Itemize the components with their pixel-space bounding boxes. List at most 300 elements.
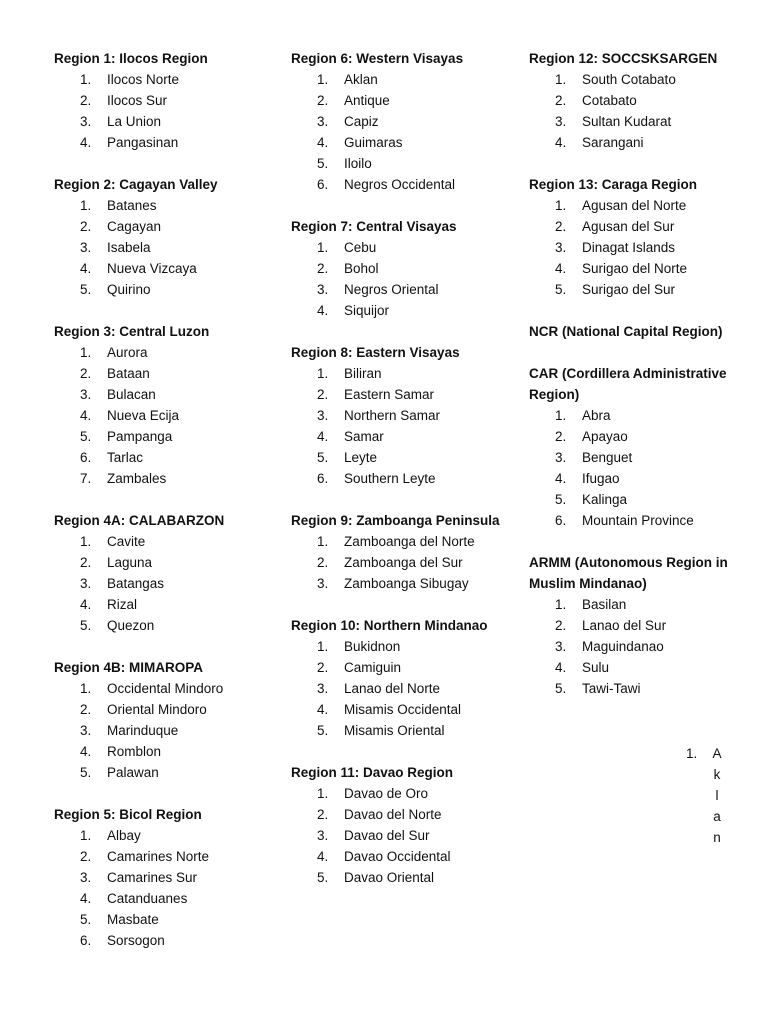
province-item [54, 552, 284, 573]
list-number: 5. [555, 492, 567, 507]
province-name: Davao del Norte [344, 807, 442, 822]
province-item [291, 825, 521, 846]
list-number: 2. [80, 219, 92, 234]
list-number: 3. [80, 387, 92, 402]
list-number: 4. [555, 135, 567, 150]
province-name: Tarlac [107, 450, 144, 465]
province-name: Marinduque [107, 723, 179, 738]
region-block [529, 48, 759, 153]
province-item [529, 216, 759, 237]
region-block [54, 321, 284, 489]
list-number: 2. [80, 555, 92, 570]
region-title: Region 4A: CALABARZON [54, 513, 225, 528]
province-name: Leyte [344, 450, 378, 465]
province-name: Samar [344, 429, 384, 444]
province-item [529, 678, 759, 699]
region-title: Region 3: Central Luzon [54, 324, 210, 339]
province-name: Sarangani [582, 135, 644, 150]
province-item [54, 342, 284, 363]
province-list [54, 825, 284, 951]
province-item [291, 867, 521, 888]
province-name: Southern Leyte [344, 471, 436, 486]
province-item [54, 846, 284, 867]
list-number: 4. [80, 597, 92, 612]
province-item [291, 804, 521, 825]
region-block [291, 762, 521, 888]
region-title: Region 2: Cagayan Valley [54, 177, 218, 192]
region-block [291, 48, 521, 195]
province-item [291, 384, 521, 405]
list-number: 3. [317, 282, 329, 297]
region-title: Region 10: Northern Mindanao [291, 618, 488, 633]
province-name: Ifugao [582, 471, 620, 486]
list-number: 4. [80, 135, 92, 150]
province-name: Apayao [582, 429, 628, 444]
province-name: Ilocos Norte [107, 72, 180, 87]
province-item [291, 90, 521, 111]
province-name: Camarines Norte [107, 849, 210, 864]
region-block [529, 552, 759, 699]
province-item [529, 657, 759, 678]
province-name: Mountain Province [582, 513, 694, 528]
province-name: Nueva Vizcaya [107, 261, 197, 276]
province-item [54, 468, 284, 489]
list-number: 4. [80, 261, 92, 276]
province-list [291, 636, 521, 741]
province-name: Eastern Samar [344, 387, 435, 402]
province-name: Agusan del Sur [582, 219, 675, 234]
province-name: Biliran [344, 366, 382, 381]
province-name: Aklan [344, 72, 378, 87]
province-item [54, 279, 284, 300]
province-item [291, 720, 521, 741]
province-item [291, 363, 521, 384]
province-list [529, 195, 759, 300]
region-title: Region 7: Central Visayas [291, 219, 457, 234]
province-name: Rizal [107, 597, 138, 612]
list-number: 5. [80, 912, 92, 927]
province-name: Zamboanga del Norte [344, 534, 475, 549]
province-name: Zamboanga Sibugay [344, 576, 469, 591]
province-name: Camarines Sur [107, 870, 198, 885]
province-name: Nueva Ecija [107, 408, 180, 423]
list-number: 3. [317, 114, 329, 129]
province-name: South Cotabato [582, 72, 676, 87]
province-name: Agusan del Norte [582, 198, 687, 213]
province-item [54, 237, 284, 258]
list-number: 5. [80, 282, 92, 297]
province-item [291, 531, 521, 552]
region-block [529, 321, 759, 342]
province-item [529, 447, 759, 468]
list-number: 4. [317, 135, 329, 150]
list-number: 1. [555, 72, 567, 87]
stray-entry-vertical-text [712, 743, 722, 848]
list-number: 6. [555, 513, 567, 528]
province-name: Lanao del Norte [344, 681, 441, 696]
list-number: 2. [317, 807, 329, 822]
region-block [291, 510, 521, 594]
province-list [291, 237, 521, 321]
province-name: Quezon [107, 618, 155, 633]
region-block [529, 363, 759, 531]
list-number: 2. [555, 93, 567, 108]
province-item [54, 69, 284, 90]
province-item [291, 132, 521, 153]
list-number: 5. [80, 618, 92, 633]
province-name: Davao Occidental [344, 849, 451, 864]
province-name: Kalinga [582, 492, 628, 507]
province-item [529, 258, 759, 279]
list-number: 3. [80, 723, 92, 738]
list-number: 3. [80, 114, 92, 129]
province-name: Basilan [582, 597, 627, 612]
list-number: 5. [317, 723, 329, 738]
province-name: Sultan Kudarat [582, 114, 672, 129]
list-number: 1. [80, 828, 92, 843]
list-number: 2. [80, 702, 92, 717]
list-number: 2. [317, 555, 329, 570]
province-item [54, 678, 284, 699]
province-name: Bulacan [107, 387, 156, 402]
province-name: Capiz [344, 114, 379, 129]
list-number: 1. [80, 345, 92, 360]
list-number: 4. [80, 408, 92, 423]
region-title: Region 4B: MIMAROPA [54, 660, 203, 675]
province-item [291, 405, 521, 426]
region-block [291, 615, 521, 741]
province-item [54, 888, 284, 909]
province-name: Batangas [107, 576, 165, 591]
province-list [54, 69, 284, 153]
province-name: Batanes [107, 198, 157, 213]
province-item [529, 195, 759, 216]
region-title: NCR (National Capital Region) [529, 324, 723, 339]
list-number: 1. [317, 366, 329, 381]
list-number: 5. [317, 450, 329, 465]
list-number: 2. [80, 849, 92, 864]
province-item [529, 405, 759, 426]
region-title: CAR (Cordillera Administrative Region) [529, 366, 727, 402]
province-list [291, 531, 521, 594]
list-number: 2. [80, 93, 92, 108]
province-item [291, 69, 521, 90]
province-item [529, 69, 759, 90]
province-name: Tawi-Tawi [582, 681, 641, 696]
list-number: 1. [317, 240, 329, 255]
province-name: Cavite [107, 534, 146, 549]
region-title: Region 8: Eastern Visayas [291, 345, 460, 360]
province-item [291, 279, 521, 300]
province-item [291, 237, 521, 258]
list-number: 4. [555, 261, 567, 276]
column-2 [291, 48, 521, 909]
province-item [54, 720, 284, 741]
province-name: Davao de Oro [344, 786, 429, 801]
province-list [54, 531, 284, 636]
province-name: Ilocos Sur [107, 93, 168, 108]
list-number: 2. [317, 387, 329, 402]
province-name: Davao Oriental [344, 870, 435, 885]
province-name: Davao del Sur [344, 828, 430, 843]
list-number: 1. [555, 597, 567, 612]
province-name: Palawan [107, 765, 159, 780]
region-title: ARMM (Autonomous Region in Muslim Mindanao) [529, 555, 728, 591]
stray-letter: a [713, 809, 721, 824]
list-number: 3. [317, 408, 329, 423]
province-name: Northern Samar [344, 408, 441, 423]
list-number: 1. [80, 198, 92, 213]
province-item [529, 510, 759, 531]
province-item [54, 741, 284, 762]
list-number: 6. [317, 177, 329, 192]
province-item [54, 930, 284, 951]
region-block [54, 174, 284, 300]
stray-letter: l [715, 788, 719, 803]
province-item [291, 573, 521, 594]
province-item [54, 531, 284, 552]
province-item [54, 594, 284, 615]
stray-entry-number: 1. [686, 746, 698, 761]
list-number: 5. [317, 156, 329, 171]
list-number: 6. [80, 933, 92, 948]
province-item [54, 573, 284, 594]
list-number: 4. [317, 303, 329, 318]
region-block [54, 48, 284, 153]
list-number: 5. [555, 282, 567, 297]
province-name: Lanao del Sur [582, 618, 667, 633]
province-item [529, 636, 759, 657]
province-item [291, 258, 521, 279]
province-name: Isabela [107, 240, 151, 255]
region-block [529, 174, 759, 300]
province-item [291, 111, 521, 132]
province-name: Bukidnon [344, 639, 401, 654]
list-number: 1. [80, 534, 92, 549]
column-1 [54, 48, 284, 972]
column-3 [529, 48, 759, 720]
list-number: 3. [555, 240, 567, 255]
list-number: 1. [317, 639, 329, 654]
province-name: Antique [344, 93, 390, 108]
list-number: 4. [80, 744, 92, 759]
list-number: 2. [317, 261, 329, 276]
list-number: 3. [555, 639, 567, 654]
list-number: 1. [555, 198, 567, 213]
province-item [291, 678, 521, 699]
list-number: 1. [555, 408, 567, 423]
province-item [291, 468, 521, 489]
province-name: Misamis Occidental [344, 702, 462, 717]
province-item [291, 174, 521, 195]
list-number: 3. [555, 114, 567, 129]
province-name: Siquijor [344, 303, 390, 318]
province-list [54, 678, 284, 783]
province-item [54, 111, 284, 132]
list-number: 7. [80, 471, 92, 486]
province-item [291, 783, 521, 804]
province-list [291, 69, 521, 195]
province-name: Bataan [107, 366, 150, 381]
province-item [54, 132, 284, 153]
region-block [291, 342, 521, 489]
province-list [529, 405, 759, 531]
province-name: La Union [107, 114, 162, 129]
list-number: 4. [317, 429, 329, 444]
region-title: Region 9: Zamboanga Peninsula [291, 513, 500, 528]
province-list [529, 69, 759, 153]
province-name: Albay [107, 828, 141, 843]
province-name: Misamis Oriental [344, 723, 445, 738]
province-list [529, 594, 759, 699]
province-name: Sulu [582, 660, 610, 675]
province-name: Catanduanes [107, 891, 188, 906]
province-item [529, 237, 759, 258]
region-title: Region 6: Western Visayas [291, 51, 464, 66]
province-name: Bohol [344, 261, 379, 276]
province-item [54, 615, 284, 636]
province-item [529, 132, 759, 153]
list-number: 3. [80, 240, 92, 255]
region-title: Region 12: SOCCSKSARGEN [529, 51, 718, 66]
province-item [54, 867, 284, 888]
province-item [54, 384, 284, 405]
province-item [291, 300, 521, 321]
region-block [54, 804, 284, 951]
region-block [54, 510, 284, 636]
list-number: 1. [317, 534, 329, 549]
province-item [54, 216, 284, 237]
list-number: 3. [317, 576, 329, 591]
province-name: Benguet [582, 450, 633, 465]
province-item [529, 90, 759, 111]
province-name: Aurora [107, 345, 148, 360]
province-name: Zambales [107, 471, 167, 486]
province-item [291, 699, 521, 720]
list-number: 4. [80, 891, 92, 906]
province-item [54, 447, 284, 468]
province-item [54, 258, 284, 279]
province-list [291, 363, 521, 489]
province-item [291, 552, 521, 573]
province-name: Negros Occidental [344, 177, 456, 192]
list-number: 4. [555, 660, 567, 675]
province-name: Camiguin [344, 660, 402, 675]
stray-letter: n [713, 830, 721, 845]
province-item [54, 90, 284, 111]
list-number: 3. [555, 450, 567, 465]
list-number: 2. [317, 93, 329, 108]
province-item [529, 615, 759, 636]
province-item [291, 636, 521, 657]
list-number: 4. [555, 471, 567, 486]
province-list [54, 195, 284, 300]
list-number: 1. [80, 72, 92, 87]
province-name: Maguindanao [582, 639, 664, 654]
province-name: Oriental Mindoro [107, 702, 207, 717]
province-list [54, 342, 284, 489]
list-number: 3. [80, 870, 92, 885]
province-list [291, 783, 521, 888]
list-number: 5. [317, 870, 329, 885]
province-item [291, 153, 521, 174]
region-block [54, 657, 284, 783]
list-number: 6. [317, 471, 329, 486]
region-title: Region 1: Ilocos Region [54, 51, 208, 66]
region-block [291, 216, 521, 321]
province-item [54, 405, 284, 426]
province-name: Abra [582, 408, 611, 423]
list-number: 5. [80, 765, 92, 780]
province-item [529, 489, 759, 510]
province-item [54, 762, 284, 783]
list-number: 4. [317, 849, 329, 864]
list-number: 2. [555, 429, 567, 444]
list-number: 4. [317, 702, 329, 717]
province-name: Zamboanga del Sur [344, 555, 463, 570]
province-item [291, 447, 521, 468]
province-item [529, 279, 759, 300]
list-number: 5. [555, 681, 567, 696]
province-item [54, 363, 284, 384]
province-name: Dinagat Islands [582, 240, 676, 255]
list-number: 6. [80, 450, 92, 465]
list-number: 5. [80, 429, 92, 444]
list-number: 1. [317, 72, 329, 87]
province-item [291, 426, 521, 447]
province-name: Surigao del Sur [582, 282, 676, 297]
list-number: 1. [80, 681, 92, 696]
province-item [529, 111, 759, 132]
province-name: Iloilo [344, 156, 372, 171]
province-item [54, 426, 284, 447]
province-item [54, 825, 284, 846]
province-name: Negros Oriental [344, 282, 439, 297]
province-item [291, 846, 521, 867]
province-name: Guimaras [344, 135, 403, 150]
province-name: Masbate [107, 912, 159, 927]
list-number: 2. [80, 366, 92, 381]
province-item [529, 594, 759, 615]
province-name: Sorsogon [107, 933, 165, 948]
province-name: Cebu [344, 240, 377, 255]
province-name: Laguna [107, 555, 153, 570]
list-number: 1. [317, 786, 329, 801]
region-title: Region 13: Caraga Region [529, 177, 698, 192]
province-name: Romblon [107, 744, 162, 759]
stray-letter: k [713, 767, 721, 782]
stray-list-entry [686, 743, 722, 848]
list-number: 2. [317, 660, 329, 675]
list-number: 3. [317, 828, 329, 843]
province-item [529, 426, 759, 447]
province-name: Cotabato [582, 93, 637, 108]
province-name: Quirino [107, 282, 151, 297]
list-number: 2. [555, 618, 567, 633]
province-item [54, 195, 284, 216]
province-item [54, 699, 284, 720]
province-name: Cagayan [107, 219, 162, 234]
list-number: 3. [80, 576, 92, 591]
region-title: Region 11: Davao Region [291, 765, 454, 780]
region-title: Region 5: Bicol Region [54, 807, 202, 822]
province-item [291, 657, 521, 678]
province-name: Occidental Mindoro [107, 681, 224, 696]
stray-letter: A [712, 746, 722, 761]
province-name: Pampanga [107, 429, 173, 444]
province-name: Surigao del Norte [582, 261, 688, 276]
province-item [54, 909, 284, 930]
